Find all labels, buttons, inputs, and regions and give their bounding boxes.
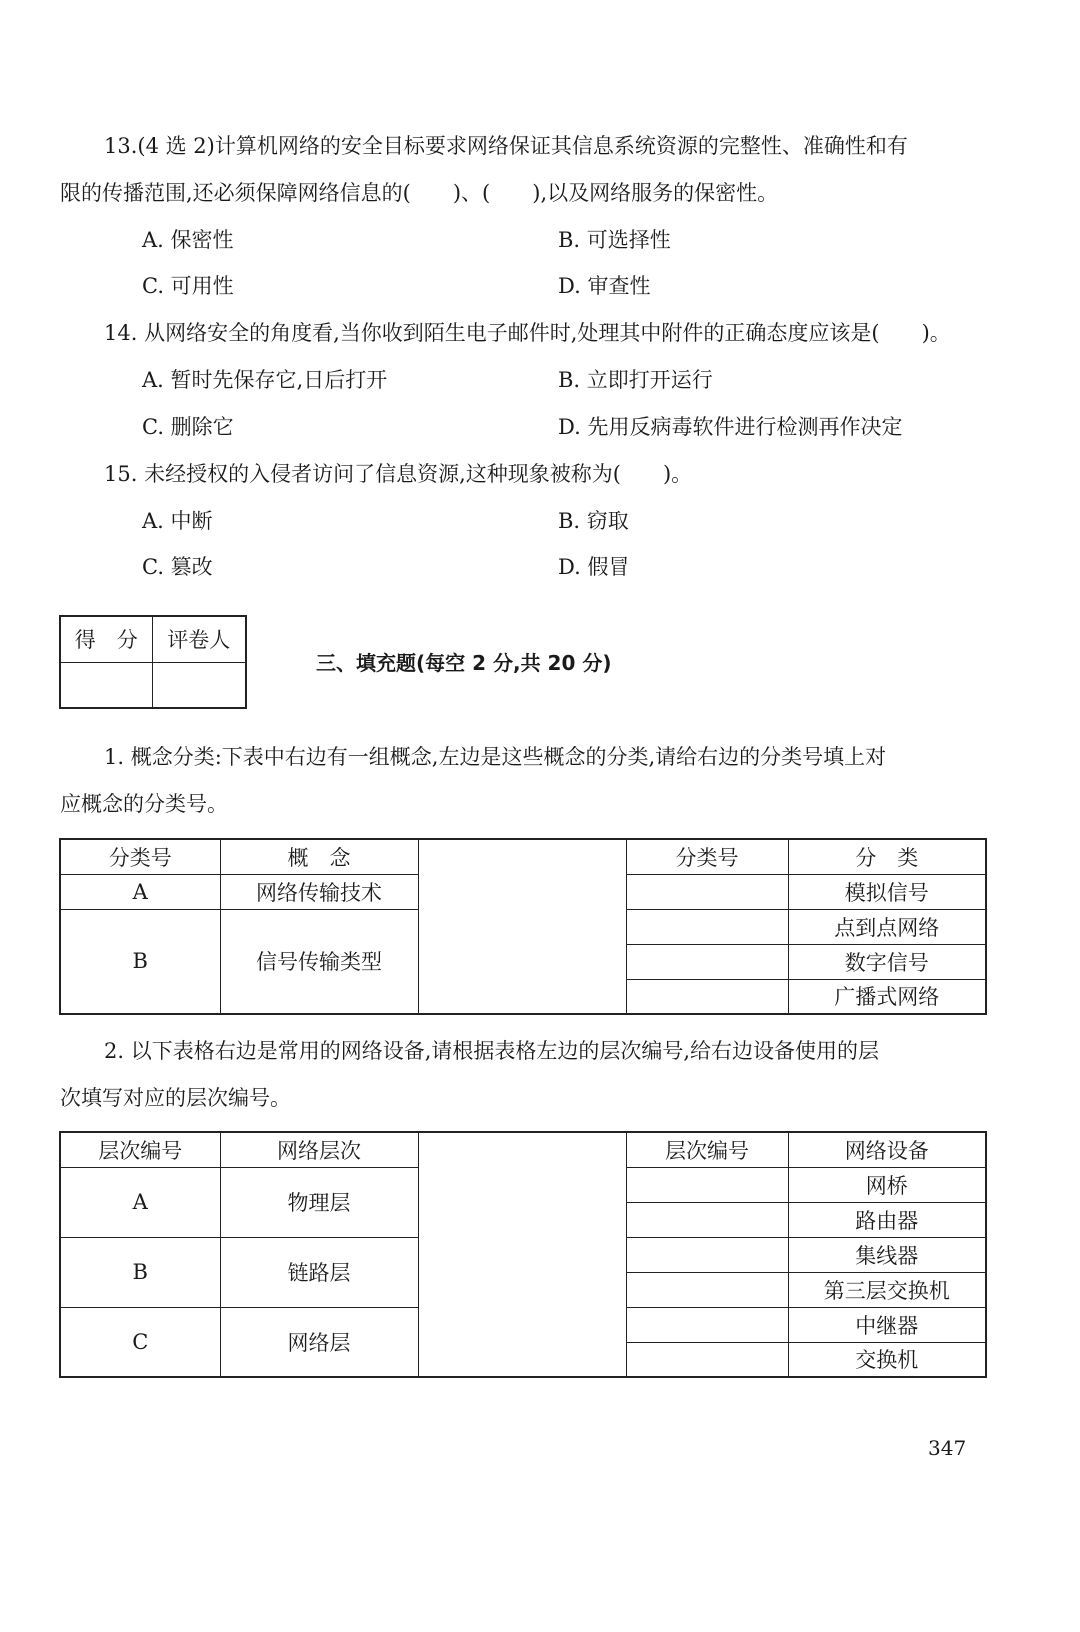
question-13-line-2: 限的传播范围,还必须保障网络信息的( )、( ),以及网络服务的保密性。 [60, 181, 779, 205]
question-15-option-a: A. 中断 [142, 509, 213, 533]
right-item: 广播式网络 [788, 979, 986, 1014]
question-14-option-b: B. 立即打开运行 [558, 368, 713, 392]
left-row-a-layer: 物理层 [220, 1167, 418, 1237]
question-13-option-d: D. 审查性 [558, 274, 651, 298]
answer-cell[interactable] [626, 1342, 788, 1377]
right-item: 路由器 [788, 1202, 986, 1237]
answer-cell[interactable] [626, 1202, 788, 1237]
question-13-option-a: A. 保密性 [142, 228, 234, 252]
right-header-category: 分 类 [788, 839, 986, 874]
fill-question-1-line-2: 应概念的分类号。 [60, 792, 228, 816]
left-row-b-code: B [60, 909, 220, 1014]
question-13-option-b: B. 可选择性 [558, 228, 671, 252]
table-gap [418, 1132, 626, 1377]
right-item: 网桥 [788, 1167, 986, 1202]
answer-cell[interactable] [626, 1272, 788, 1307]
left-row-a-code: A [60, 1167, 220, 1237]
answer-cell[interactable] [626, 909, 788, 944]
left-row-a-code: A [60, 874, 220, 909]
question-15-option-d: D. 假冒 [558, 555, 630, 579]
left-row-c-code: C [60, 1307, 220, 1377]
fill-question-2-line-2: 次填写对应的层次编号。 [60, 1086, 291, 1110]
right-header-device: 网络设备 [788, 1132, 986, 1167]
page-number: 347 [928, 1436, 967, 1460]
score-box [59, 615, 247, 709]
answer-cell[interactable] [626, 1307, 788, 1342]
score-label: 得 分 [60, 616, 152, 662]
fill-question-1-line-1: 1. 概念分类:下表中右边有一组概念,左边是这些概念的分类,请给右边的分类号填上对 [104, 745, 887, 769]
table-gap [418, 839, 626, 1014]
left-row-a-concept: 网络传输技术 [220, 874, 418, 909]
question-14-option-d: D. 先用反病毒软件进行检测再作决定 [558, 415, 903, 439]
left-row-c-layer: 网络层 [220, 1307, 418, 1377]
question-15-option-b: B. 窃取 [558, 509, 629, 533]
left-row-b-code: B [60, 1237, 220, 1307]
right-header-code: 分类号 [626, 839, 788, 874]
right-item: 点到点网络 [788, 909, 986, 944]
section-title: 三、填充题(每空 2 分,共 20 分) [316, 651, 612, 675]
left-row-b-layer: 链路层 [220, 1237, 418, 1307]
right-item: 数字信号 [788, 944, 986, 979]
grader-cell[interactable] [152, 662, 246, 708]
grader-label: 评卷人 [152, 616, 246, 662]
answer-cell[interactable] [626, 944, 788, 979]
network-layer-table [59, 1131, 987, 1378]
right-item: 模拟信号 [788, 874, 986, 909]
left-header-code: 分类号 [60, 839, 220, 874]
left-header-concept: 概 念 [220, 839, 418, 874]
question-14-line-1: 14. 从网络安全的角度看,当你收到陌生电子邮件时,处理其中附件的正确态度应该是( )。 [104, 321, 951, 345]
question-13-option-c: C. 可用性 [142, 274, 234, 298]
question-15-option-c: C. 篡改 [142, 555, 213, 579]
answer-cell[interactable] [626, 1237, 788, 1272]
question-14-option-c: C. 删除它 [142, 415, 234, 439]
left-header-layer-code: 层次编号 [60, 1132, 220, 1167]
right-item: 交换机 [788, 1342, 986, 1377]
answer-cell[interactable] [626, 874, 788, 909]
answer-cell[interactable] [626, 979, 788, 1014]
answer-cell[interactable] [626, 1167, 788, 1202]
question-15-line-1: 15. 未经授权的入侵者访问了信息资源,这种现象被称为( )。 [104, 462, 693, 486]
right-item: 集线器 [788, 1237, 986, 1272]
classification-table [59, 838, 987, 1015]
question-14-option-a: A. 暂时先保存它,日后打开 [142, 368, 388, 392]
score-cell[interactable] [60, 662, 152, 708]
left-header-layer: 网络层次 [220, 1132, 418, 1167]
right-item: 第三层交换机 [788, 1272, 986, 1307]
left-row-b-concept: 信号传输类型 [220, 909, 418, 1014]
fill-question-2-line-1: 2. 以下表格右边是常用的网络设备,请根据表格左边的层次编号,给右边设备使用的层 [104, 1039, 880, 1063]
right-header-layer-code: 层次编号 [626, 1132, 788, 1167]
question-13-line-1: 13.(4 选 2)计算机网络的安全目标要求网络保证其信息系统资源的完整性、准确性和有 [104, 134, 908, 158]
right-item: 中继器 [788, 1307, 986, 1342]
